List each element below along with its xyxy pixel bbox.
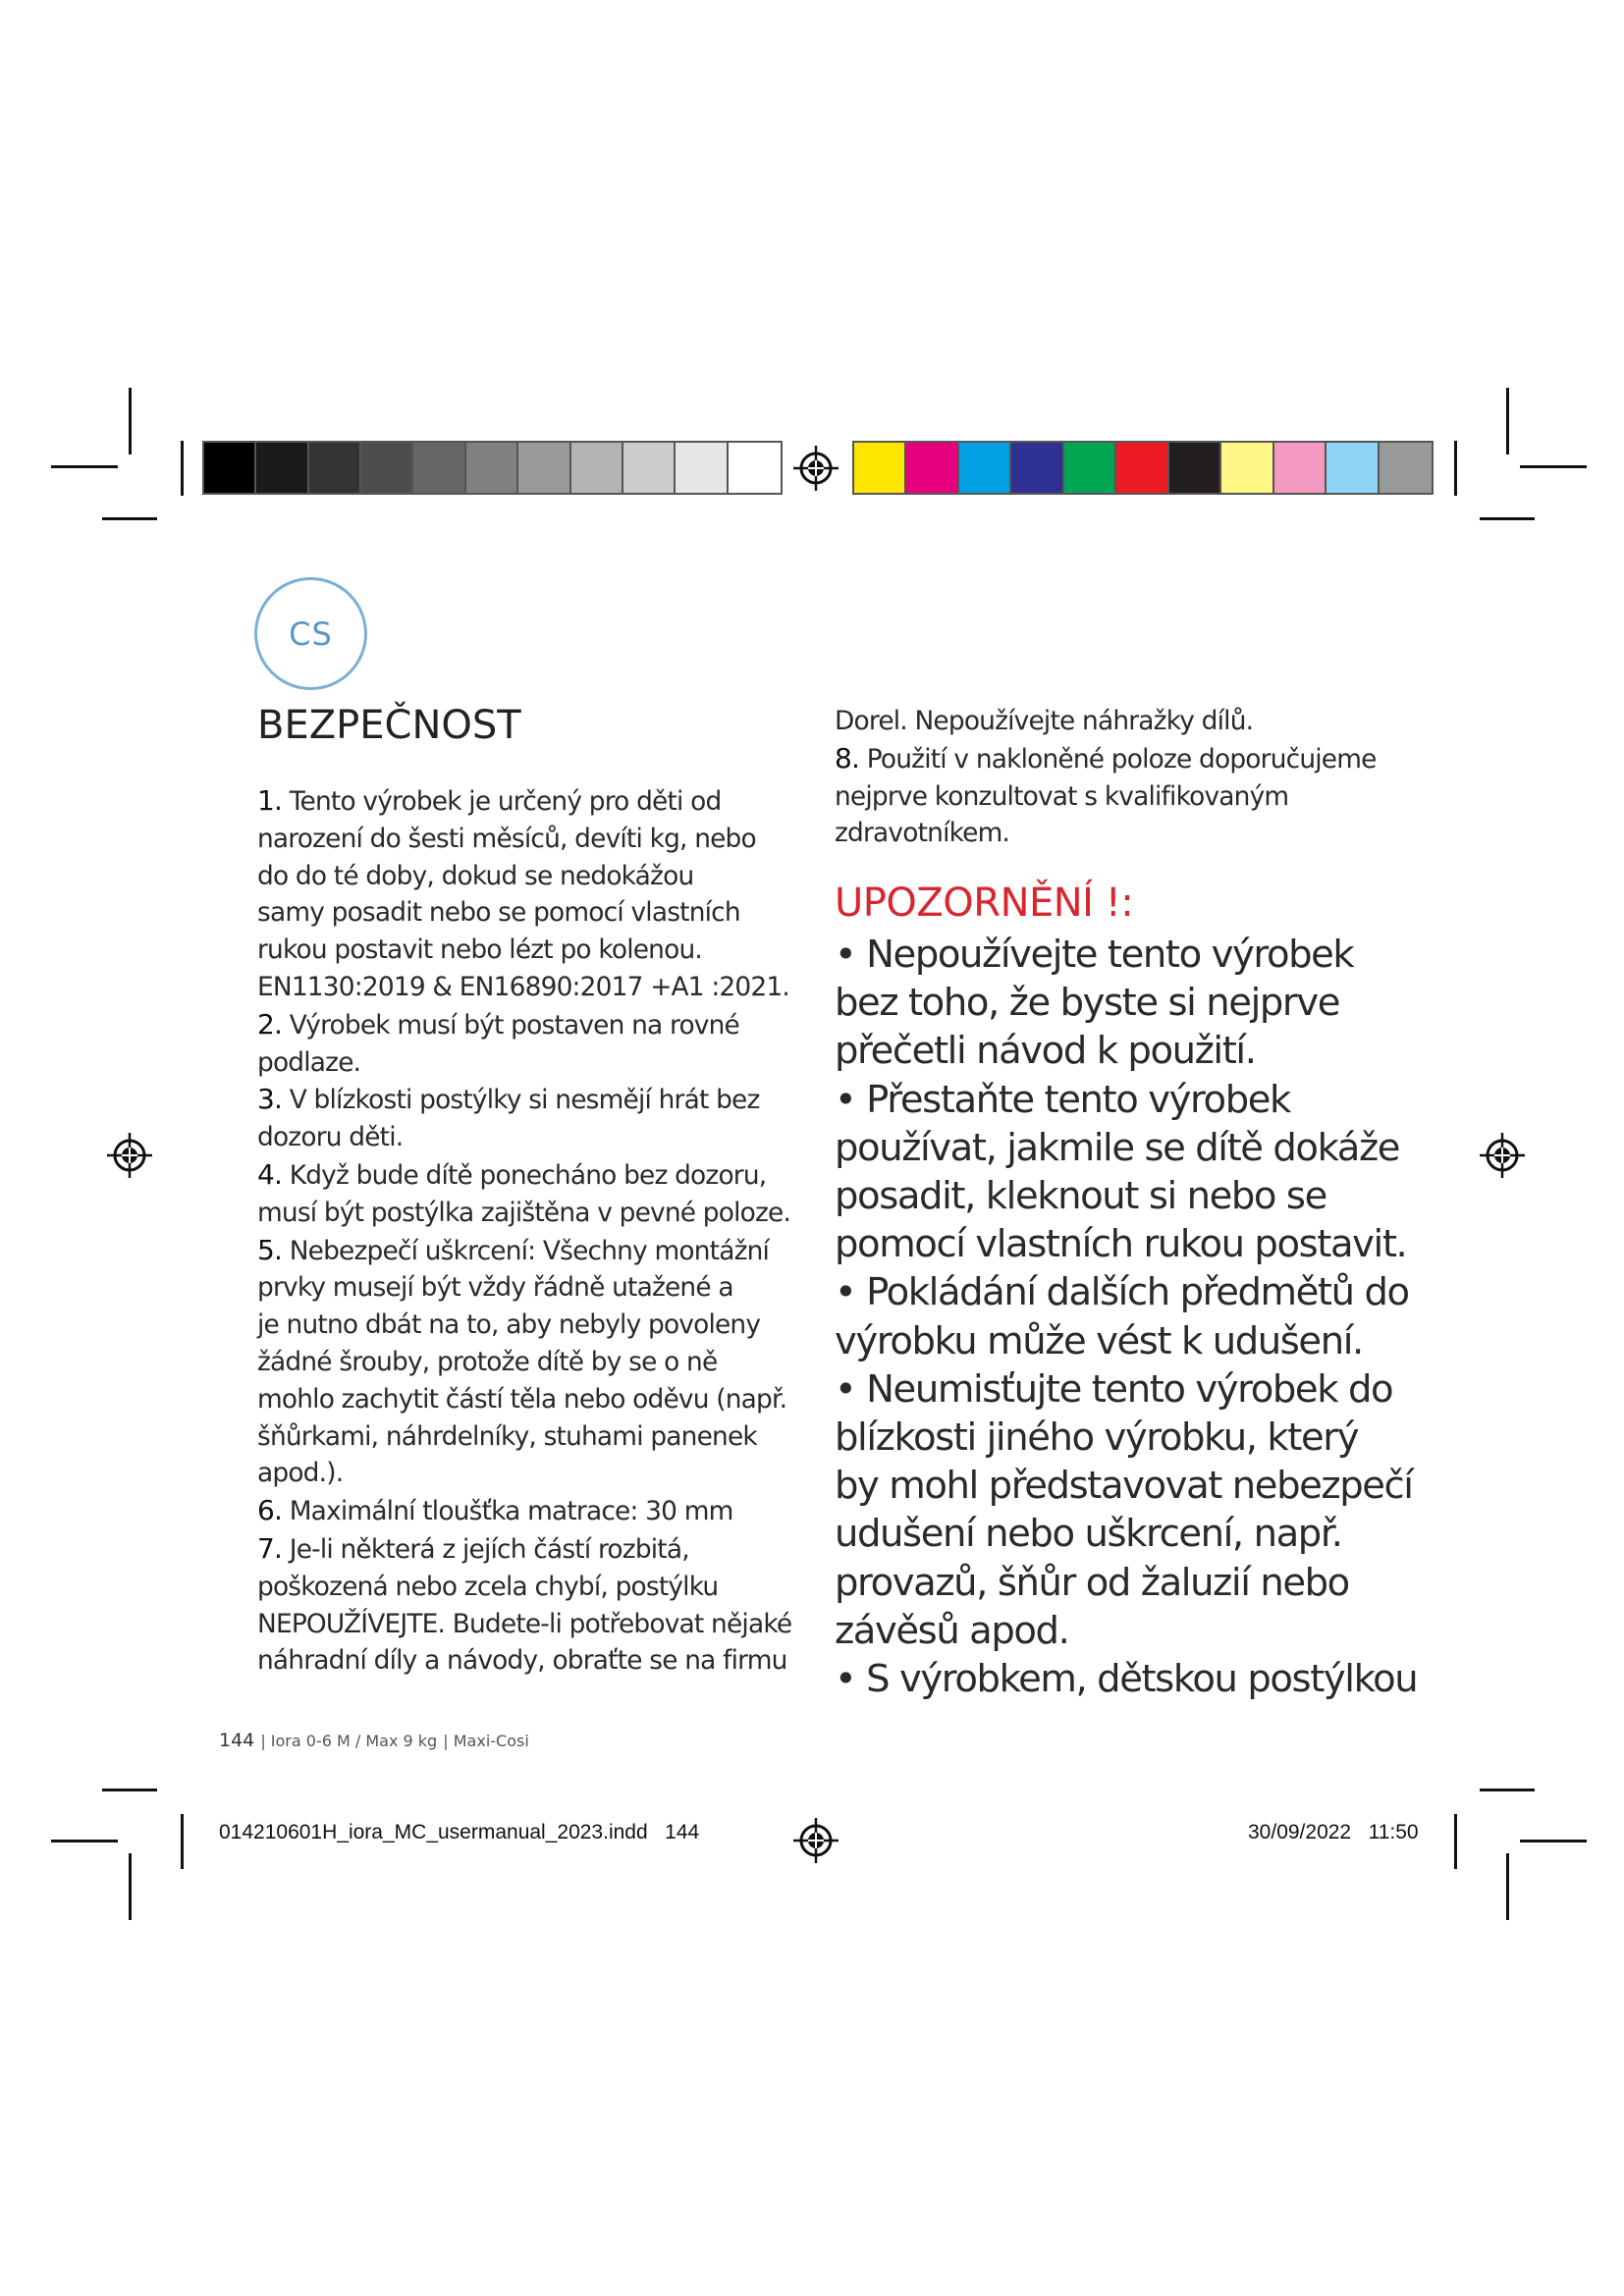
line-text: mohlo zachytit částí těla nebo oděvu (např.: [257, 1383, 787, 1415]
cmyk-color-bar: [852, 441, 1434, 495]
warning-line: blízkosti jiného výrobku, který: [835, 1415, 1359, 1461]
footer-separator: |: [443, 1732, 454, 1750]
warning-body: [835, 931, 1418, 1703]
line-text: poškozená nebo zcela chybí, postýlku: [257, 1571, 719, 1602]
warning-line: závěsů apod.: [835, 1608, 1069, 1653]
line-text: Dorel. Nepoužívejte náhražky dílů.: [835, 706, 1254, 736]
text-line: [835, 778, 1384, 816]
text-line: [257, 1492, 807, 1530]
footer-product: Iora 0-6 M / Max 9 kg: [270, 1732, 438, 1750]
crop-mark: [51, 465, 118, 468]
text-line: [257, 1156, 807, 1195]
crop-mark: [102, 517, 157, 520]
color-swatch: [1064, 443, 1116, 493]
color-swatch: [466, 443, 518, 493]
section-title: BEZPEČNOST: [257, 703, 521, 748]
warning-line: pomocí vlastních rukou postavit.: [835, 1222, 1407, 1267]
warning-line: by mohl představovat nebezpečí: [835, 1464, 1413, 1509]
text-line: [257, 894, 807, 932]
warning-line: provazů, šňůr od žaluzií nebo: [835, 1560, 1349, 1605]
line-text: EN1130:2019 & EN16890:2017 +A1 :2021.: [257, 971, 789, 1002]
text-line: [257, 932, 807, 969]
crop-mark: [1520, 1840, 1587, 1842]
registration-mark-icon: [793, 446, 839, 491]
color-swatch: [1116, 443, 1168, 493]
warning-line: • S výrobkem, dětskou postýlkou: [835, 1657, 1418, 1702]
color-swatch: [361, 443, 413, 493]
crop-mark: [1454, 441, 1457, 496]
crop-mark: [1520, 465, 1587, 468]
text-line: [257, 1232, 807, 1270]
text-line: [257, 1344, 807, 1381]
line-text: dozoru děti.: [257, 1122, 404, 1153]
color-swatch: [906, 443, 958, 493]
line-text: náhradní díly a návody, obraťte se na firmu: [257, 1645, 787, 1677]
crop-mark: [1480, 517, 1535, 520]
color-swatch: [1326, 443, 1379, 493]
item-number: 6.: [257, 1494, 283, 1527]
text-line: [257, 1269, 807, 1307]
crop-mark: [1454, 1814, 1457, 1869]
item-number: 5.: [257, 1233, 283, 1266]
color-swatch: [959, 443, 1011, 493]
line-text: je nutno dbát na to, aby nebyly povoleny: [257, 1309, 761, 1341]
color-swatch: [1380, 443, 1432, 493]
gray-color-bar: [202, 441, 783, 495]
warning-line: výrobku může vést k udušení.: [835, 1318, 1363, 1363]
color-swatch: [623, 443, 676, 493]
line-text: šňůrkami, náhrdelníky, stuhami panenek: [257, 1420, 757, 1452]
warning-line: udušení nebo uškrcení, např.: [835, 1512, 1342, 1557]
text-line: [257, 1569, 807, 1606]
item-number: 3.: [257, 1083, 283, 1116]
text-line: [257, 858, 807, 895]
text-line: [257, 1119, 807, 1156]
item-number: 8.: [835, 741, 860, 774]
color-swatch: [204, 443, 256, 493]
text-line: [835, 740, 1384, 778]
item-number: 4.: [257, 1157, 283, 1191]
line-text: Výrobek musí být postaven na rovné: [282, 1009, 739, 1041]
warning-title: UPOZORNĚNÍ !:: [835, 881, 1134, 926]
item-number: 7.: [257, 1531, 283, 1565]
crop-mark: [1506, 1853, 1509, 1920]
color-swatch: [309, 443, 361, 493]
crop-mark: [129, 1853, 132, 1920]
color-swatch: [1221, 443, 1273, 493]
warning-line: bez toho, že byste si nejprve: [835, 981, 1340, 1026]
text-line: [257, 1195, 807, 1232]
color-swatch: [518, 443, 570, 493]
warning-line: posadit, kleknout si nebo se: [835, 1174, 1326, 1219]
crop-mark: [1480, 1789, 1535, 1791]
line-text: rukou postavit nebo lézt po kolenou.: [257, 934, 702, 966]
crop-mark: [181, 441, 184, 496]
page-footer: [219, 1730, 529, 1751]
footer-separator: |: [260, 1732, 271, 1750]
color-swatch: [1274, 443, 1326, 493]
left-column: [257, 782, 807, 1680]
language-badge: CS: [254, 577, 367, 690]
color-swatch: [571, 443, 623, 493]
color-swatch: [256, 443, 308, 493]
color-swatch: [1011, 443, 1063, 493]
text-line: [257, 1642, 807, 1680]
text-line: [257, 1006, 807, 1044]
line-text: Maximální tloušťka matrace: 30 mm: [282, 1496, 733, 1527]
color-swatch: [1169, 443, 1221, 493]
crop-mark: [181, 1814, 184, 1869]
text-line: [257, 1606, 807, 1643]
text-line: [835, 815, 1384, 852]
line-text: samy posadit nebo se pomocí vlastních: [257, 897, 740, 929]
warning-line: • Nepoužívejte tento výrobek: [835, 933, 1354, 977]
registration-mark-icon: [1480, 1133, 1525, 1178]
item-number: 1.: [257, 784, 283, 817]
footer-brand: Maxi-Cosi: [453, 1732, 529, 1750]
warning-line: používat, jakmile se dítě dokáže: [835, 1125, 1400, 1170]
line-text: nejprve konzultovat s kvalifikovaným: [835, 780, 1289, 812]
line-text: žádné šrouby, protože dítě by se o ně: [257, 1346, 718, 1377]
line-text: Použití v nakloněné poloze doporučujeme: [859, 743, 1377, 774]
color-swatch: [413, 443, 465, 493]
line-text: apod.).: [257, 1458, 344, 1489]
warning-line: • Neumisťujte tento výrobek do: [835, 1366, 1393, 1412]
text-line: [257, 1307, 807, 1344]
text-line: [257, 821, 807, 858]
line-text: V blízkosti postýlky si nesmějí hrát bez: [282, 1085, 760, 1116]
line-text: narození do šesti měsíců, devíti kg, nebo: [257, 823, 756, 854]
text-line: [257, 1081, 807, 1119]
text-line: [835, 703, 1384, 740]
warning-line: • Přestaňte tento výrobek: [835, 1077, 1290, 1122]
text-line: [257, 1455, 807, 1492]
crop-mark: [102, 1789, 157, 1791]
line-text: Nebezpečí uškrcení: Všechny montážní: [282, 1235, 770, 1266]
line-text: musí být postýlka zajištěna v pevné poloze.: [257, 1197, 791, 1228]
registration-mark-icon: [107, 1133, 152, 1178]
crop-mark: [51, 1840, 118, 1842]
slug-date: 30/09/2022 11:50: [1248, 1821, 1419, 1843]
line-text: Je-li některá z jejích částí rozbitá,: [282, 1533, 689, 1565]
warning-line: přečetli návod k použití.: [835, 1029, 1256, 1074]
text-line: [257, 1381, 807, 1418]
color-swatch: [676, 443, 728, 493]
text-line: [257, 1418, 807, 1456]
line-text: podlaze.: [257, 1046, 361, 1078]
line-text: Tento výrobek je určený pro děti od: [282, 786, 722, 817]
line-text: zdravotníkem.: [835, 818, 1010, 849]
text-line: [257, 1530, 807, 1569]
crop-mark: [1506, 388, 1509, 454]
color-swatch: [729, 443, 781, 493]
item-number: 2.: [257, 1007, 283, 1041]
text-line: [257, 782, 807, 821]
line-text: prvky musejí být vždy řádně utažené a: [257, 1272, 733, 1304]
line-text: do do té doby, dokud se nedokážou: [257, 860, 694, 891]
text-line: [257, 1044, 807, 1082]
line-text: Když bude dítě ponecháno bez dozoru,: [282, 1159, 767, 1191]
color-swatch: [854, 443, 906, 493]
page-number: 144: [219, 1730, 255, 1751]
registration-mark-icon: [793, 1818, 839, 1863]
warning-line: • Pokládání dalších předmětů do: [835, 1270, 1409, 1315]
crop-mark: [129, 388, 132, 454]
slug-filename: 014210601H_iora_MC_usermanual_2023.indd 144: [219, 1821, 700, 1843]
text-line: [257, 969, 807, 1006]
right-column-continuation: [835, 703, 1384, 852]
line-text: NEPOUŽÍVEJTE. Budete-li potřebovat nějaké: [257, 1608, 792, 1639]
